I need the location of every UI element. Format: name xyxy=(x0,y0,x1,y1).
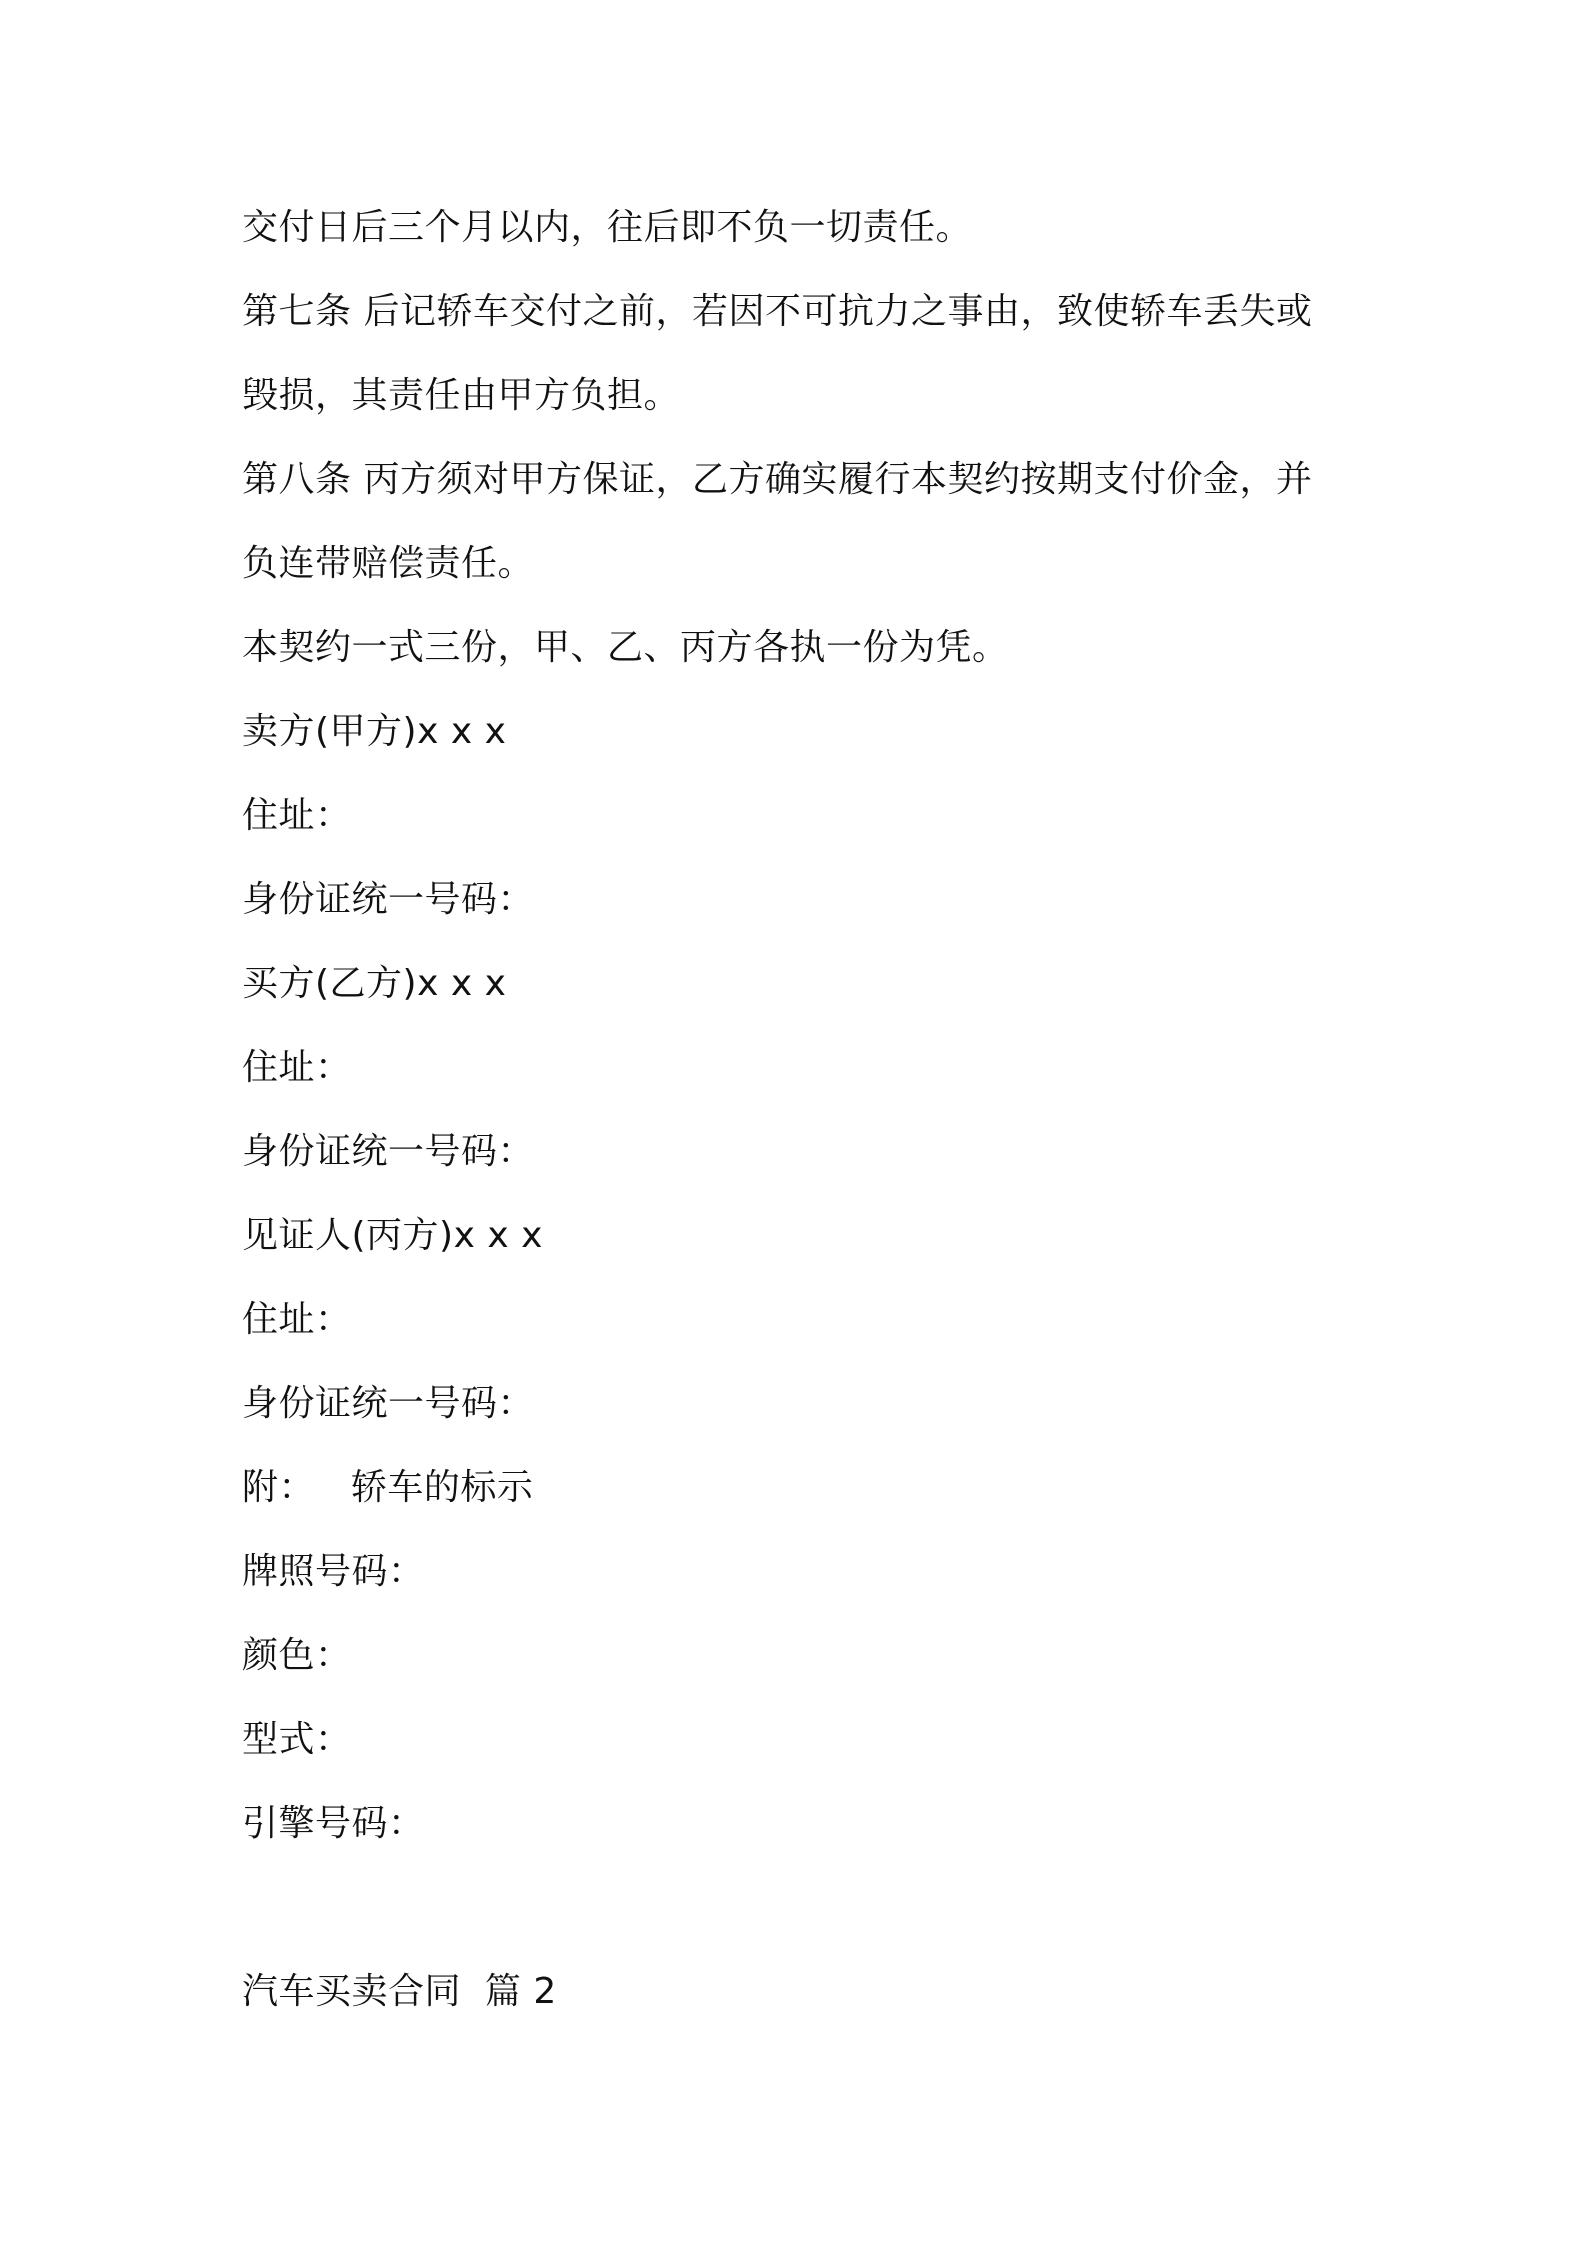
paragraph-line: 交付日后三个月以内，往后即不负一切责任。 xyxy=(242,207,973,248)
copies-clause: 本契约一式三份，甲、乙、丙方各执一份为凭。 xyxy=(242,627,1009,668)
color-label: 颜色： xyxy=(242,1635,352,1676)
seller-address-label: 住址： xyxy=(242,795,352,836)
seller-line: 卖方(甲方)x x x xyxy=(242,711,507,752)
paragraph-line: 负连带赔偿责任。 xyxy=(242,543,535,584)
seller-id-label: 身份证统一号码： xyxy=(242,879,535,920)
article-eight-line: 第八条 丙方须对甲方保证，乙方确实履行本契约按期支付价金，并 xyxy=(242,459,1313,500)
buyer-line: 买方(乙方)x x x xyxy=(242,963,507,1004)
plate-number-label: 牌照号码： xyxy=(242,1551,425,1592)
buyer-address-label: 住址： xyxy=(242,1047,352,1088)
engine-number-label: 引擎号码： xyxy=(242,1803,425,1844)
appendix-line: 附： 轿车的标示 xyxy=(242,1467,534,1508)
article-seven-line: 第七条 后记轿车交付之前，若因不可抗力之事由，致使轿车丢失或 xyxy=(242,291,1313,332)
buyer-id-label: 身份证统一号码： xyxy=(242,1131,535,1172)
witness-id-label: 身份证统一号码： xyxy=(242,1383,535,1424)
witness-line: 见证人(丙方)x x x xyxy=(242,1215,543,1256)
model-label: 型式： xyxy=(242,1719,352,1760)
witness-address-label: 住址： xyxy=(242,1299,352,1340)
paragraph-line: 毁损，其责任由甲方负担。 xyxy=(242,375,681,416)
section-heading: 汽车买卖合同 篇 2 xyxy=(242,1971,557,2012)
